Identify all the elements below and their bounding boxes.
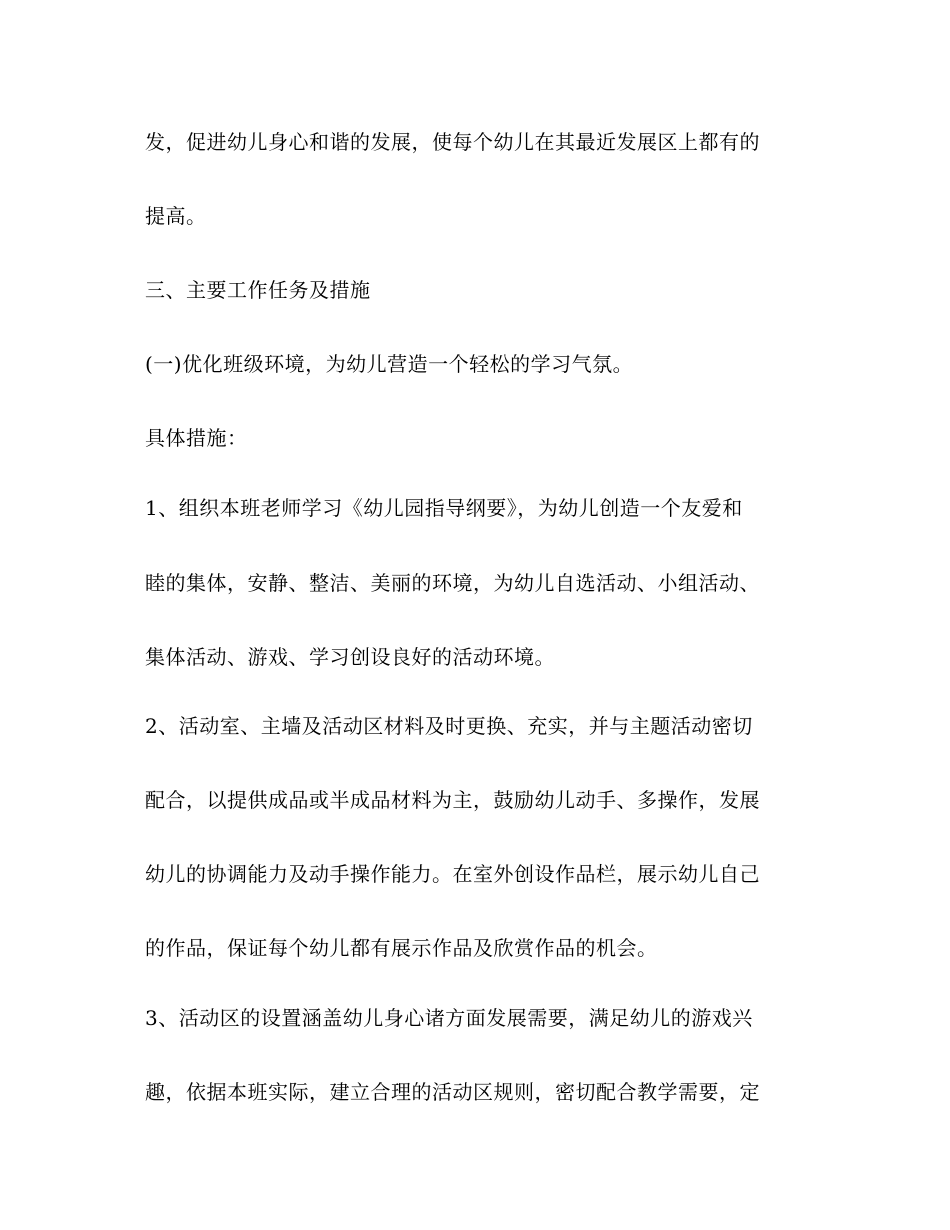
text-line: 3、活动区的设置涵盖幼儿身心诸方面发展需要，满足幼儿的游戏兴: [145, 1006, 753, 1030]
text-line: 2、活动室、主墙及活动区材料及时更换、充实，并与主题活动密切: [145, 714, 753, 738]
text-line: 发，促进幼儿身心和谐的发展，使每个幼儿在其最近发展区上都有的: [145, 130, 760, 154]
text-line: 配合，以提供成品或半成品材料为主，鼓励幼儿动手、多操作，发展: [145, 788, 760, 812]
text-line: 睦的集体，安静、整洁、美丽的环境，为幼儿自选活动、小组活动、: [145, 571, 760, 595]
text-line: 提高。: [145, 204, 207, 228]
text-line: 趣，依据本班实际，建立合理的活动区规则，密切配合教学需要，定: [145, 1080, 760, 1104]
subsection-heading: (一)优化班级环境，为幼儿营造一个轻松的学习气氛。: [145, 352, 634, 376]
text-line: 幼儿的协调能力及动手操作能力。在室外创设作品栏，展示幼儿自己: [145, 862, 760, 886]
text-line: 具体措施：: [145, 426, 248, 450]
text-line: 1、组织本班老师学习《幼儿园指导纲要》，为幼儿创造一个友爱和: [145, 496, 743, 520]
section-heading: 三、主要工作任务及措施: [145, 278, 371, 302]
text-line: 集体活动、游戏、学习创设良好的活动环境。: [145, 645, 555, 669]
text-line: 的作品，保证每个幼儿都有展示作品及欣赏作品的机会。: [145, 936, 658, 960]
